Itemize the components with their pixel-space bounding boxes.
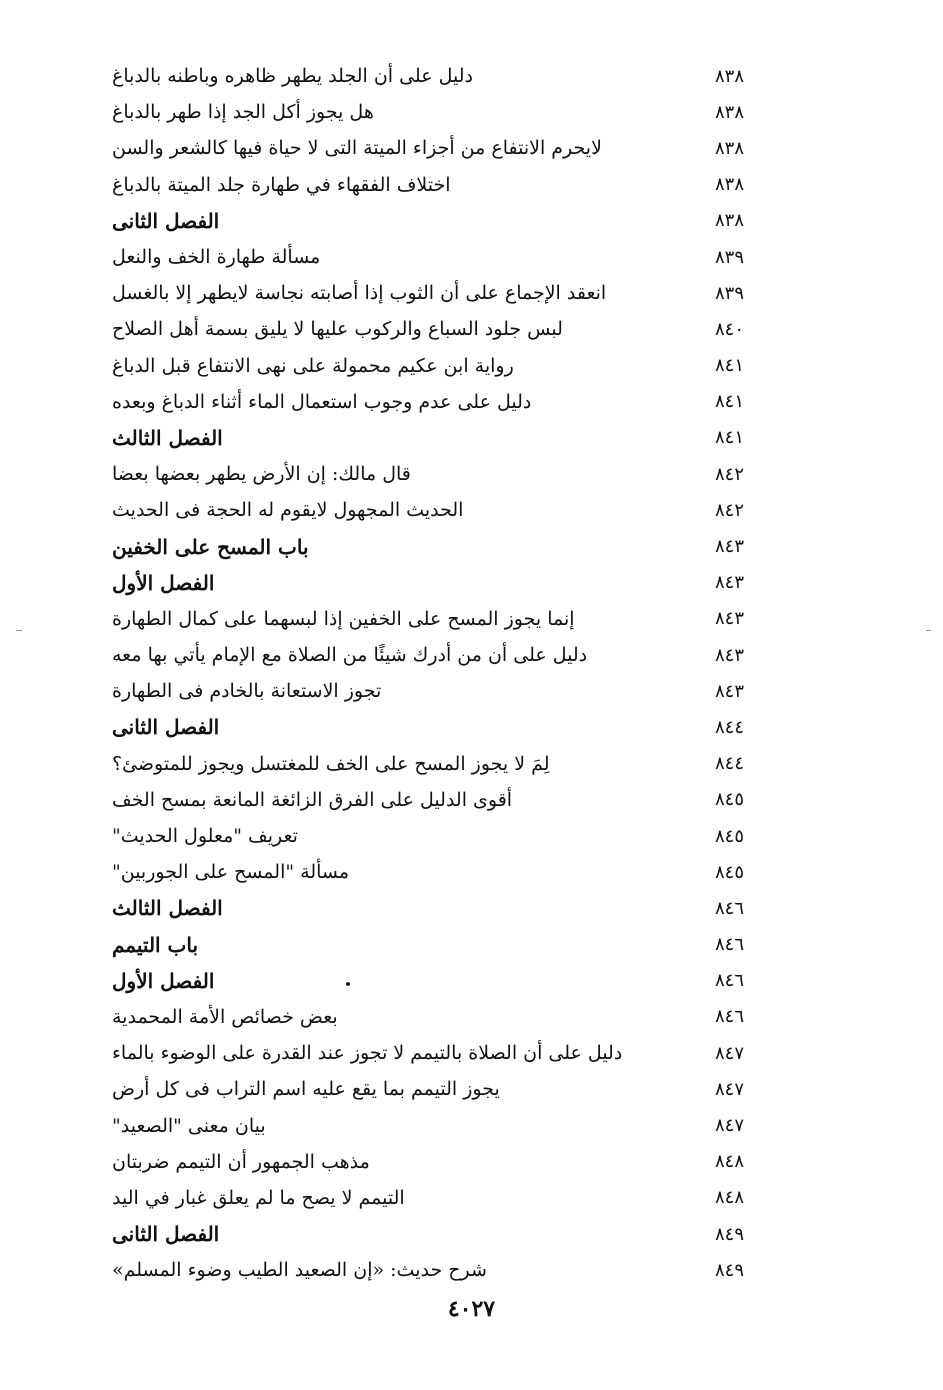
toc-heading-title: الفصل الأول xyxy=(112,570,215,595)
toc-entry-title: إنما يجوز المسح على الخفين إذا لبسهما على كمال الطهارة xyxy=(112,607,575,630)
toc-entry-row xyxy=(112,384,765,420)
toc-page-number: ٨٤٤ xyxy=(715,753,745,775)
toc-page-number: ٨٣٨ xyxy=(715,137,745,159)
toc-entry-row xyxy=(112,673,765,709)
toc-page-number: ٨٣٨ xyxy=(715,65,745,87)
toc-page-number: ٨٤٨ xyxy=(715,1187,745,1209)
toc-heading-row xyxy=(112,963,765,999)
toc-heading-title: الفصل الثانى xyxy=(112,208,220,233)
table-of-contents xyxy=(112,58,765,1288)
toc-page-number: ٨٤١ xyxy=(715,355,745,377)
toc-entry-title: هل يجوز أكل الجد إذا طهر بالدباغ xyxy=(112,101,374,124)
toc-entry-row xyxy=(112,130,765,166)
toc-page-number: ٨٤٨ xyxy=(715,1151,745,1173)
right-margin-mark xyxy=(926,630,931,631)
toc-entry-title: لبس جلود السباع والركوب عليها لا يليق بسمة أهل الصلاح xyxy=(112,318,563,341)
toc-heading-row xyxy=(112,565,765,601)
toc-entry-title: دليل على أن الجلد يطهر ظاهره وباطنه بالدباغ xyxy=(112,65,473,88)
toc-heading-row xyxy=(112,927,765,963)
toc-heading-title: الفصل الثالث xyxy=(112,425,223,450)
toc-entry-title: اختلاف الفقهاء في طهارة جلد الميتة بالدباغ xyxy=(112,173,451,196)
toc-entry-row xyxy=(112,492,765,528)
toc-page-number: ٨٣٩ xyxy=(715,246,745,268)
toc-entry-row xyxy=(112,601,765,637)
toc-entry-row xyxy=(112,1071,765,1107)
toc-entry-title: دليل على عدم وجوب استعمال الماء أثناء الدباغ وبعده xyxy=(112,390,532,413)
toc-heading-row xyxy=(112,709,765,745)
toc-entry-row xyxy=(112,239,765,275)
toc-page-number: ٨٤٦ xyxy=(715,897,745,919)
toc-page-number: ٨٤٢ xyxy=(715,463,745,485)
toc-entry-title: قال مالك: إن الأرض يطهر بعضها بعضا xyxy=(112,463,411,486)
toc-entry-row xyxy=(112,1144,765,1180)
toc-entry-row xyxy=(112,1252,765,1288)
toc-entry-row xyxy=(112,167,765,203)
toc-entry-row xyxy=(112,1035,765,1071)
toc-heading-row xyxy=(112,1216,765,1252)
toc-page-number: ٨٤٥ xyxy=(715,789,745,811)
toc-entry-title: مسألة "المسح على الجوربين" xyxy=(112,861,350,884)
toc-entry-row xyxy=(112,1180,765,1216)
toc-entry-row xyxy=(112,637,765,673)
toc-entry-row xyxy=(112,94,765,130)
toc-page-number: ٨٤٩ xyxy=(715,1223,745,1245)
toc-page-number: ٨٤٣ xyxy=(715,572,745,594)
toc-heading-row xyxy=(112,890,765,926)
toc-page-number: ٨٤٢ xyxy=(715,499,745,521)
toc-entry-title: دليل على أن الصلاة بالتيمم لا تجوز عند القدرة على الوضوء بالماء xyxy=(112,1042,623,1065)
toc-entry-title: لايحرم الانتفاع من أجزاء الميتة التى لا حياة فيها كالشعر والسن xyxy=(112,137,602,160)
toc-entry-title: أقوى الدليل على الفرق الزائغة المانعة بمسح الخف xyxy=(112,788,513,811)
toc-entry-title: مسألة طهارة الخف والنعل xyxy=(112,246,321,269)
toc-entry-row xyxy=(112,275,765,311)
toc-heading-title: الفصل الثانى xyxy=(112,1222,220,1247)
toc-entry-title: تجوز الاستعانة بالخادم فى الطهارة xyxy=(112,680,382,703)
toc-heading-title: الفصل الثانى xyxy=(112,715,220,740)
toc-page-number: ٨٤٧ xyxy=(715,1115,745,1137)
toc-page-number: ٨٤٤ xyxy=(715,716,745,738)
toc-page-number: ٨٣٨ xyxy=(715,101,745,123)
toc-page-number: ٨٣٨ xyxy=(715,174,745,196)
toc-heading-row xyxy=(112,203,765,239)
toc-page-number: ٨٣٩ xyxy=(715,282,745,304)
toc-page-number: ٨٤٧ xyxy=(715,1042,745,1064)
toc-entry-title: الحديث المجهول لايقوم له الحجة فى الحديث xyxy=(112,499,464,522)
toc-heading-row xyxy=(112,420,765,456)
stray-dot xyxy=(346,982,350,986)
toc-heading-row xyxy=(112,528,765,564)
toc-entry-title: لِمَ لا يجوز المسح على الخف للمغتسل ويجوز للمتوضئ؟ xyxy=(112,752,550,775)
toc-page-number: ٨٤١ xyxy=(715,427,745,449)
toc-page-number: ٨٤١ xyxy=(715,391,745,413)
toc-entry-row xyxy=(112,58,765,94)
toc-entry-title: بيان معنى "الصعيد" xyxy=(112,1114,266,1137)
page-number: ٤٠٢٧ xyxy=(447,1296,496,1322)
toc-page-number: ٨٤٦ xyxy=(715,1006,745,1028)
toc-heading-title: باب المسح على الخفين xyxy=(112,534,309,559)
toc-entry-title: يجوز التيمم بما يقع عليه اسم التراب فى كل أرض xyxy=(112,1078,500,1101)
toc-entry-title: التيمم لا يصح ما لم يعلق غبار في اليد xyxy=(112,1186,405,1209)
toc-page-number: ٨٤٥ xyxy=(715,861,745,883)
toc-heading-title: الفصل الثالث xyxy=(112,896,223,921)
toc-entry-title: دليل على أن من أدرك شيئًا من الصلاة مع الإمام يأتي بها معه xyxy=(112,644,588,667)
toc-entry-title: رواية ابن عكيم محمولة على نهى الانتفاع قبل الدباغ xyxy=(112,354,514,377)
toc-entry-title: انعقد الإجماع على أن الثوب إذا أصابته نجاسة لايطهر إلا بالغسل xyxy=(112,282,607,305)
toc-heading-title: الفصل الأول xyxy=(112,968,215,993)
toc-entry-row xyxy=(112,854,765,890)
toc-page-number: ٨٤٠ xyxy=(715,318,745,340)
toc-entry-row xyxy=(112,1107,765,1143)
toc-page-number: ٨٣٨ xyxy=(715,210,745,232)
toc-page-number: ٨٤٣ xyxy=(715,608,745,630)
toc-entry-row xyxy=(112,348,765,384)
toc-heading-title: باب التيمم xyxy=(112,932,199,957)
toc-entry-title: تعريف "معلول الحديث" xyxy=(112,825,298,848)
toc-page-number: ٨٤٦ xyxy=(715,934,745,956)
toc-page-number: ٨٤٣ xyxy=(715,680,745,702)
toc-entry-row xyxy=(112,818,765,854)
toc-entry-title: شرح حديث: «إن الصعيد الطيب وضوء المسلم» xyxy=(112,1259,487,1282)
toc-entry-row xyxy=(112,782,765,818)
toc-page-number: ٨٤٧ xyxy=(715,1078,745,1100)
toc-entry-title: بعض خصائص الأمة المحمدية xyxy=(112,1005,338,1028)
left-margin-mark xyxy=(16,630,22,631)
toc-entry-row xyxy=(112,999,765,1035)
toc-page-number: ٨٤٣ xyxy=(715,536,745,558)
toc-entry-title: مذهب الجمهور أن التيمم ضربتان xyxy=(112,1150,370,1173)
toc-entry-row xyxy=(112,311,765,347)
toc-page-number: ٨٤٥ xyxy=(715,825,745,847)
toc-page-number: ٨٤٩ xyxy=(715,1259,745,1281)
toc-entry-row xyxy=(112,456,765,492)
toc-page-number: ٨٤٣ xyxy=(715,644,745,666)
toc-entry-row xyxy=(112,746,765,782)
toc-page-number: ٨٤٦ xyxy=(715,970,745,992)
